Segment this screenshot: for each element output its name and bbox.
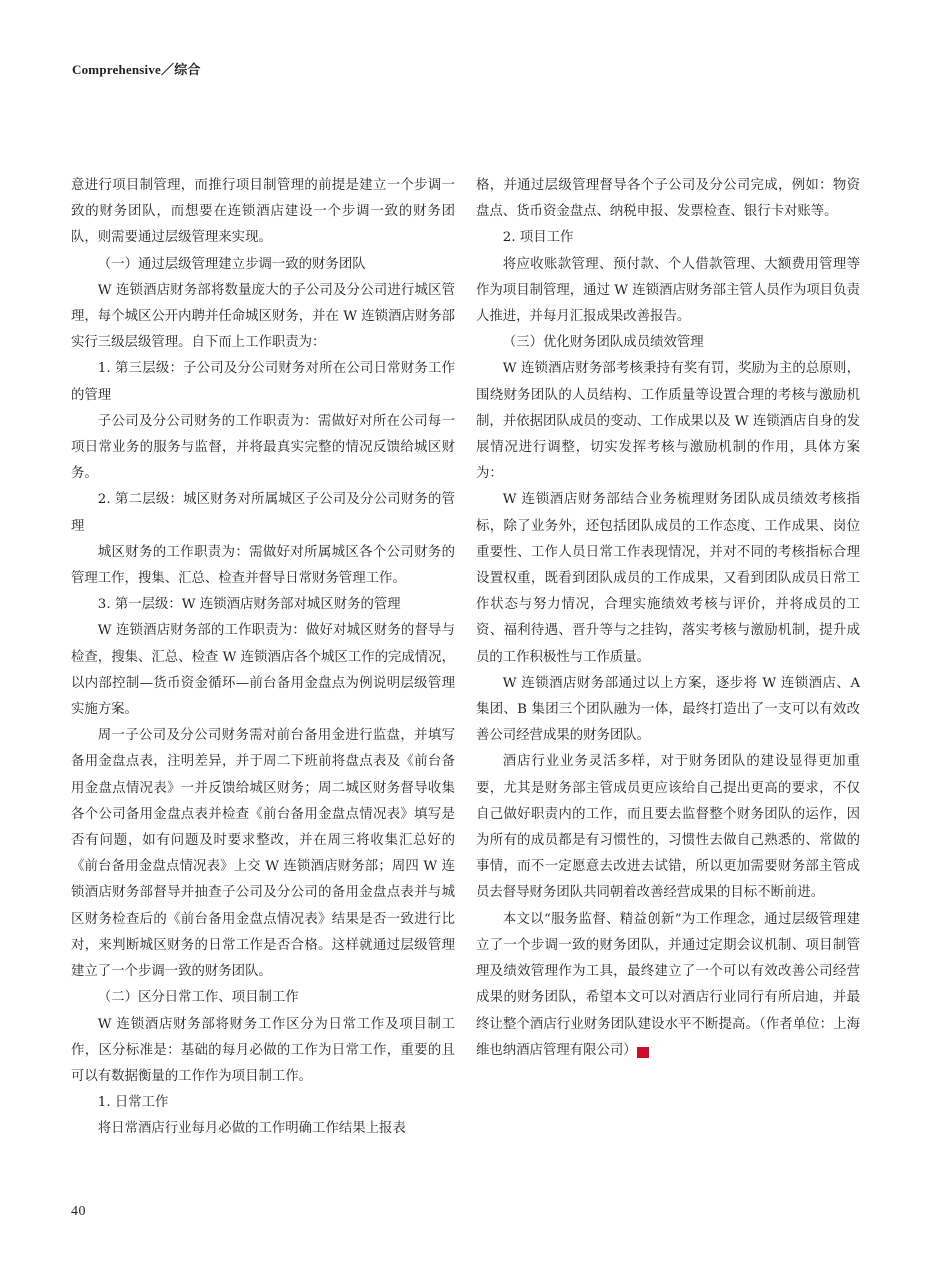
section-header: Comprehensive／综合	[72, 62, 201, 77]
paragraph: W 连锁酒店财务部结合业务梳理财务团队成员绩效考核指标，除了业务外，还包括团队成员的工作态度、工作成果、岗位重要性、工作人员日常工作表现情况，并对不同的考核指标合理设置权重，既看到团队成员的工作成果，又看到团队成员日常工作状态与努力情况，合理实施绩效考核与评价，并将成员的工资、福利待遇、晋升等与之挂钩，落实考核与激励机制，提升成员的工作积极性与工作质量。	[476, 492, 860, 665]
paragraph: W 连锁酒店财务部将财务工作区分为日常工作及项目制工作，区分标准是：基础的每月必做的工作为日常工作，重要的且可以有数据衡量的工作作为项目制工作。	[71, 1016, 455, 1084]
subheading: （一）通过层级管理建立步调一致的财务团队	[97, 256, 366, 272]
paragraph: W 连锁酒店财务部将数量庞大的子公司及分公司进行城区管理，每个城区公开内聘并任命城区财务，并在 W 连锁酒店财务部实行三级层级管理。自下而上工作职责为：	[71, 282, 455, 351]
right-column	[476, 173, 860, 1064]
paragraph: 周一子公司及分公司财务需对前台备用金进行监盘，并填写备用金盘点表，注明差异，并于周二下班前将盘点表及《前台备用金盘点情况表》一并反馈给城区财务；周二城区财务督导收集各个公司备用金盘点表并检查《前台备用金盘点情况表》填写是否有问题，如有问题及时要求整改，并在周三将收集汇总好的《前台备用金盘点情况表》上交 W 连锁酒店财务部；周四 W 连锁酒店财务部督导并抽查子公司及分公司的备用金盘点表并与城区财务检查后的《前台备用金盘点情况表》结果是否一致进行比对，来判断城区财务的日常工作是否合格。这样就通过层级管理建立了一个步调一致的财务团队。	[71, 728, 455, 980]
subheading: （二）区分日常工作、项目制工作	[97, 990, 299, 1006]
page-number: 40	[71, 1204, 86, 1219]
paragraph: 酒店行业业务灵活多样，对于财务团队的建设显得更加重要，尤其是财务部主管成员更应该给自己提出更高的要求，不仅自己做好职责内的工作，而且要去监督整个财务团队的运作，因为所有的成员都是有习惯性的，习惯性去做自己熟悉的、常做的事情，而不一定愿意去改进去试错，所以更加需要财务部主管成员去督导财务团队共同朝着改善经营成果的目标不断前进。	[476, 754, 860, 901]
paragraph: 子公司及分公司财务的工作职责为：需做好对所在公司每一项日常业务的服务与监督，并将最真实完整的情况反馈给城区财务。	[71, 413, 455, 482]
subheading: 1. 第三层级：子公司及分公司财务对所在公司日常财务工作的管理	[71, 361, 455, 403]
end-mark-icon: m	[637, 1047, 649, 1058]
paragraph: 意进行项目制管理，而推行项目制管理的前提是建立一个步调一致的财务团队，而想要在连锁酒店建设一个步调一致的财务团队，则需要通过层级管理来实现。	[71, 178, 455, 246]
subheading: 2. 项目工作	[502, 230, 574, 246]
paragraph: W 连锁酒店财务部的工作职责为：做好对城区财务的督导与检查，搜集、汇总、检查 W 连锁酒店各个城区工作的完成情况，以内部控制—货币资金循环—前台备用金盘点为例说明层级管理实施方案。	[71, 623, 455, 718]
paragraph: 将日常酒店行业每月必做的工作明确工作结果上报表	[97, 1121, 406, 1137]
left-column	[71, 173, 455, 1143]
subheading: 1. 日常工作	[97, 1095, 169, 1111]
paragraph: W 连锁酒店财务部通过以上方案，逐步将 W 连锁酒店、A 集团、B 集团三个团队融为一体，最终打造出了一支可以有效改善公司经营成果的财务团队。	[476, 675, 860, 744]
closing-paragraph	[476, 907, 860, 1064]
paragraph: 格，并通过层级管理督导各个子公司及分公司完成，例如：物资盘点、货币资金盘点、纳税申报、发票检查、银行卡对账等。	[476, 178, 860, 220]
subheading: （三）优化财务团队成员绩效管理	[502, 335, 704, 351]
subheading: 3. 第一层级：W 连锁酒店财务部对城区财务的管理	[97, 597, 401, 613]
paragraph: 将应收账款管理、预付款、个人借款管理、大额费用管理等作为项目制管理，通过 W 连锁酒店财务部主管人员作为项目负责人推进，并每月汇报成果改善报告。	[476, 256, 860, 325]
paragraph: W 连锁酒店财务部考核秉持有奖有罚，奖励为主的总原则，围绕财务团队的人员结构、工作质量等设置合理的考核与激励机制，并依据团队成员的变动、工作成果以及 W 连锁酒店自身的发展情况进行调整，切实发挥考核与激励机制的作用，具体方案为：	[476, 361, 860, 482]
closing-text: 本文以“服务监督、精益创新”为工作理念，通过层级管理建立了一个步调一致的财务团队，并通过定期会议机制、项目制管理及绩效管理作为工具，最终建立了一个可以有效改善公司经营成果的财务团队，希望本文可以对酒店行业同行有所启迪，并最终让整个酒店行业财务团队建设水平不断提高。（作者单位：上海维也纳酒店管理有限公司）	[476, 911, 860, 1058]
subheading: 2. 第二层级：城区财务对所属城区子公司及分公司财务的管理	[71, 492, 455, 534]
paragraph: 城区财务的工作职责为：需做好对所属城区各个公司财务的管理工作，搜集、汇总、检查并督导日常财务管理工作。	[71, 544, 455, 587]
